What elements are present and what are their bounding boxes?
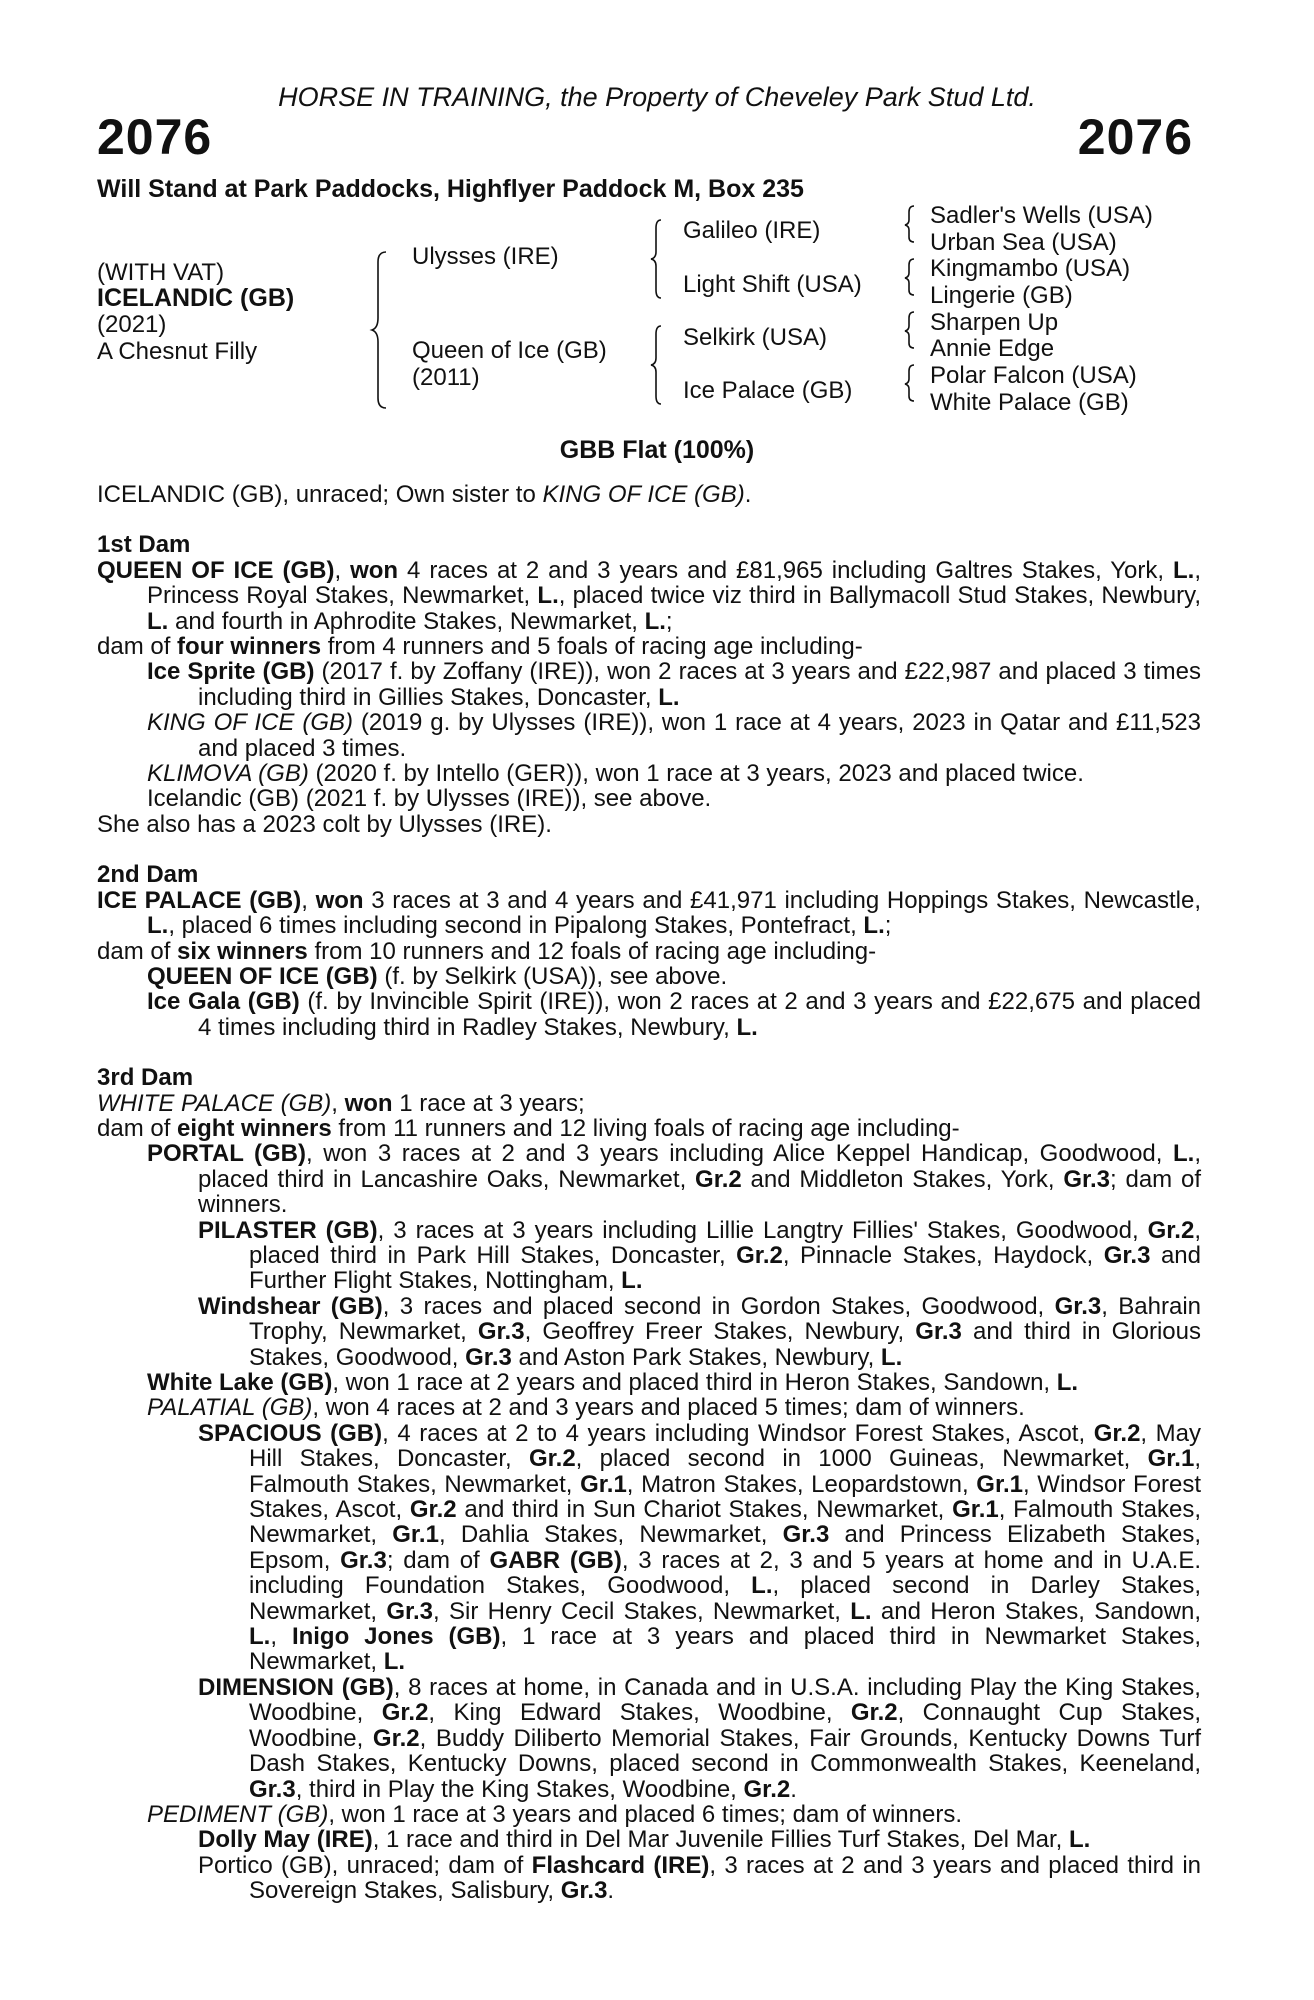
dam1-name: QUEEN OF ICE (GB): [97, 556, 335, 584]
dss-name: Sharpen Up: [930, 309, 1059, 336]
produce-name: Windshear (GB): [198, 1292, 383, 1320]
dam3-name: WHITE PALACE (GB): [97, 1089, 332, 1117]
grade: Gr.2: [372, 1724, 420, 1752]
t: (f. by Selkirk (USA)), see above.: [377, 962, 728, 990]
sss-name: Sadler's Wells (USA): [930, 202, 1153, 229]
grade: Gr.1: [392, 1521, 439, 1549]
dam2-record: [97, 888, 1201, 939]
t: , Matron Stakes, Leopardstown,: [626, 1470, 977, 1498]
stand-location: Will Stand at Park Paddocks, Highflyer Paddock M, Box 235: [97, 175, 804, 203]
t: , 1 race and third in Del Mar Juvenile Fillies Turf Stakes, Del Mar,: [372, 1826, 1069, 1854]
t: , placed second in 1000 Guineas, Newmarket,: [575, 1445, 1148, 1473]
t: , 3 races at 2, 3 and 5 years at home and in U.A.E. including Foundation Stakes, Goodwood,: [249, 1546, 1201, 1600]
t: 3 races at 3 and 4 years and £41,971 including Hoppings Stakes, Newcastle,: [363, 886, 1202, 914]
grade: L.: [1173, 556, 1195, 584]
won-label: won: [344, 1089, 393, 1117]
produce-portal: [97, 1141, 1201, 1217]
produce-name: KLIMOVA (GB): [147, 760, 309, 788]
t: and Aston Park Stakes, Newbury,: [511, 1343, 881, 1371]
t: , 3 races and placed second in Gordon Stakes, Goodwood,: [382, 1292, 1055, 1320]
grade: L.: [147, 912, 169, 940]
dam1-heading: 1st Dam: [97, 531, 191, 559]
grade: L.: [1068, 1826, 1091, 1854]
t: from 4 runners and 5 foals of racing age including-: [321, 633, 863, 661]
t: (2019 g. by Ulysses (IRE)), won 1 race at 4 years, 2023 in Qatar and £11,523 and placed 3 times.: [198, 709, 1201, 762]
sdd-name: Lingerie (GB): [930, 282, 1073, 309]
grade: Gr.2: [528, 1445, 576, 1473]
t: , Buddy Diliberto Memorial Stakes, Fair Grounds, Kentucky Downs Turf Dash Stakes, Kentucky Downs, placed second in Commonwealth Stakes, Keeneland,: [249, 1724, 1201, 1778]
t: , Falmouth Stakes, Newmarket,: [249, 1496, 1201, 1549]
grade: Gr.3: [915, 1318, 962, 1346]
t: (f. by Invincible Spirit (IRE)), won 2 races at 2 and 3 years and £22,675 and placed 4 times including third in Radley Stakes, Newbury,: [198, 988, 1202, 1041]
dam-dam-name: Ice Palace (GB): [683, 377, 853, 404]
grade: L.: [880, 1343, 903, 1371]
horse-year: (2021): [97, 311, 167, 338]
won-label: won: [315, 886, 364, 914]
produce-spacious: [97, 1421, 1201, 1675]
grade: Gr.1: [580, 1470, 627, 1498]
grade: Gr.2: [1147, 1216, 1195, 1244]
grade: Gr.2: [1093, 1419, 1141, 1447]
grade: L.: [1173, 1140, 1195, 1168]
t: , Windsor Forest Stakes, Ascot,: [249, 1470, 1202, 1524]
horse-name: ICELANDIC (GB): [97, 284, 295, 312]
t: and fourth in Aphrodite Stakes, Newmarket,: [168, 607, 645, 635]
dam3-record: [97, 1091, 1201, 1116]
t: and third in Sun Chariot Stakes, Newmarket,: [456, 1496, 953, 1524]
grade: Gr.1: [952, 1496, 999, 1524]
pedigree-bracket-3a: [905, 204, 917, 244]
produce-name: DIMENSION (GB): [198, 1673, 394, 1701]
dam1-note: She also has a 2023 colt by Ulysses (IRE).: [97, 810, 552, 838]
grade: Gr.2: [409, 1496, 457, 1524]
produce-name: Ice Gala (GB): [147, 988, 300, 1016]
grade: Gr.2: [736, 1241, 783, 1269]
t: , Princess Royal Stakes, Newmarket,: [147, 556, 1201, 610]
produce-name: Ice Sprite (GB): [147, 658, 315, 686]
t: , King Edward Stakes, Woodbine,: [428, 1699, 851, 1727]
dam-year: (2011): [412, 364, 480, 391]
grade: L.: [537, 582, 559, 610]
t: , 3 races at 2 and 3 years and placed third in Sovereign Stakes, Salisbury,: [249, 1851, 1202, 1905]
horse-description: A Chesnut Filly: [97, 338, 258, 365]
dam2-name: ICE PALACE (GB): [97, 886, 302, 914]
dam3-heading: 3rd Dam: [97, 1064, 194, 1092]
produce-name: PEDIMENT (GB): [147, 1800, 329, 1828]
produce-pilaster: [97, 1218, 1201, 1294]
grade: Gr.1: [976, 1470, 1023, 1498]
produce-name: PORTAL (GB): [147, 1140, 306, 1168]
t: , Sir Henry Cecil Stakes, Newmarket,: [433, 1597, 851, 1625]
summary-line: [97, 482, 1201, 507]
t: , Bahrain Trophy, Newmarket,: [249, 1292, 1202, 1346]
grade: L.: [658, 683, 680, 711]
t: , placed second in Darley Stakes, Newmarket,: [249, 1572, 1201, 1625]
t: 4 races at 2 and 3 years and £81,965 including Galtres Stakes, York,: [398, 556, 1173, 584]
t: and Further Flight Stakes, Nottingham,: [249, 1241, 1201, 1295]
produce-dimension: [97, 1675, 1201, 1802]
t: Portico (GB), unraced; dam of: [198, 1851, 532, 1879]
t: and Middleton Stakes, York,: [741, 1165, 1064, 1193]
pedigree-bracket-sire: [651, 218, 665, 300]
t: and third in Glorious Stakes, Goodwood,: [249, 1318, 1201, 1371]
pedigree-bracket-3b: [905, 257, 917, 297]
lot-number-right: 2076: [1077, 109, 1193, 165]
t: , 1 race at 3 years and placed third in Newmarket Stakes, Newmarket,: [249, 1623, 1201, 1676]
t: , placed third in Park Hill Stakes, Doncaster,: [249, 1216, 1201, 1269]
ssd-name: Urban Sea (USA): [930, 229, 1117, 256]
t: , won 1 race at 3 years and placed 6 times; dam of winners.: [328, 1800, 962, 1828]
catalogue-body: [97, 482, 1201, 1904]
grade: L.: [644, 607, 666, 635]
grade: Gr.3: [1063, 1165, 1111, 1193]
pedigree-bracket-3c: [905, 310, 917, 350]
grade: L.: [249, 1623, 271, 1651]
grade: Gr.2: [695, 1165, 742, 1193]
summary-sibling: KING OF ICE (GB): [542, 481, 745, 508]
winners-count: four winners: [177, 633, 322, 661]
grade: L.: [147, 607, 169, 635]
t: , May Hill Stakes, Doncaster,: [249, 1419, 1201, 1473]
t: ; dam of winners.: [198, 1165, 1201, 1219]
produce-name: KING OF ICE (GB): [147, 709, 353, 737]
t: from 11 runners and 12 living foals of racing age including-: [331, 1114, 960, 1142]
t: and Princess Elizabeth Stakes, Epsom,: [249, 1521, 1201, 1574]
produce-name: QUEEN OF ICE (GB): [147, 962, 378, 990]
grade: Gr.3: [465, 1343, 512, 1371]
t: , Falmouth Stakes, Newmarket,: [249, 1445, 1201, 1498]
grade: Gr.1: [1147, 1445, 1195, 1473]
produce-name: Inigo Jones (GB): [291, 1623, 501, 1651]
grade: Gr.3: [560, 1877, 608, 1905]
produce-name: White Lake (GB): [147, 1369, 333, 1396]
grade: Gr.3: [1103, 1241, 1151, 1269]
grade: L.: [736, 1013, 758, 1041]
grade: L.: [383, 1648, 406, 1676]
sire-name: Ulysses (IRE): [412, 243, 559, 270]
produce-name: SPACIOUS (GB): [198, 1419, 383, 1447]
grade: L.: [863, 912, 885, 940]
t: , Pinnacle Stakes, Haydock,: [782, 1241, 1104, 1269]
t: ,: [331, 1089, 345, 1117]
dam3-produce-summary: [97, 1116, 1201, 1141]
winners-count: six winners: [177, 937, 308, 965]
dam-sire-name: Selkirk (USA): [683, 324, 828, 351]
t: dam of: [97, 633, 178, 661]
produce-windshear: [97, 1294, 1201, 1370]
grade: L.: [751, 1572, 773, 1600]
dam1-produce-summary: [97, 634, 1201, 659]
pedigree-bracket-dam: [651, 324, 665, 406]
summary-text: ICELANDIC (GB), unraced; Own sister to: [97, 481, 543, 508]
grade: Gr.2: [381, 1699, 429, 1727]
grade: Gr.3: [386, 1597, 434, 1625]
grade: Gr.3: [477, 1318, 525, 1346]
t: , Connaught Cup Stakes, Woodbine,: [249, 1699, 1201, 1752]
ddd-name: White Palace (GB): [930, 389, 1129, 416]
grade: L.: [621, 1267, 643, 1295]
grade: L.: [850, 1597, 872, 1625]
grade: L.: [1056, 1369, 1079, 1396]
t: ; dam of: [386, 1546, 490, 1574]
t: dam of: [97, 937, 178, 965]
t: .: [607, 1877, 615, 1905]
produce-palatial: [97, 1395, 1201, 1420]
dam1-record: [97, 558, 1201, 634]
dds-name: Polar Falcon (USA): [930, 362, 1137, 389]
produce-pediment: [97, 1802, 1201, 1827]
pedigree-bracket-main: [372, 250, 392, 410]
t: , 3 races at 3 years including Lillie Langtry Fillies' Stakes, Goodwood,: [377, 1216, 1148, 1244]
produce-name: PALATIAL (GB): [147, 1394, 313, 1422]
winners-count: eight winners: [177, 1114, 332, 1142]
t: , won 3 races at 2 and 3 years including Alice Keppel Handicap, Goodwood,: [306, 1140, 1173, 1168]
t: dam of: [97, 1114, 178, 1142]
dam2-heading: 2nd Dam: [97, 861, 199, 889]
t: , placed 6 times including second in Pipalong Stakes, Pontefract,: [168, 912, 864, 940]
t: ;: [884, 912, 892, 940]
t: ,: [334, 556, 351, 584]
sds-name: Kingmambo (USA): [930, 255, 1131, 282]
produce-name: PILASTER (GB): [198, 1216, 378, 1244]
sire-dam-name: Light Shift (USA): [683, 271, 862, 298]
t: , 8 races at home, in Canada and in U.S.A. including Play the King Stakes, Woodbine,: [249, 1673, 1201, 1727]
dam2-produce-summary: [97, 939, 1201, 964]
dam1-produce-4: Icelandic (GB) (2021 f. by Ulysses (IRE)), see above.: [147, 785, 712, 813]
dam2-produce-2: [97, 989, 1201, 1040]
dam1-produce-2: [97, 710, 1201, 761]
t: 1 race at 3 years;: [392, 1089, 585, 1117]
produce-name: Dolly May (IRE): [198, 1826, 373, 1854]
produce-white-lake: [97, 1370, 1201, 1395]
grade: Gr.3: [249, 1775, 296, 1803]
pedigree-bracket-3d: [905, 363, 917, 403]
t: , Dahlia Stakes, Newmarket,: [438, 1521, 783, 1549]
dam-name: Queen of Ice (GB): [412, 337, 607, 364]
t: , Geoffrey Freer Stakes, Newbury,: [524, 1318, 916, 1346]
t: (2017 f. by Zoffany (IRE)), won 2 races at 3 years and £22,987 and placed 3 times including third in Gillies Stakes, Doncaster,: [198, 658, 1201, 711]
grade: Gr.3: [782, 1521, 830, 1549]
t: and Heron Stakes, Sandown,: [871, 1597, 1201, 1625]
t: , third in Play the King Stakes, Woodbine,: [295, 1775, 744, 1803]
t: , placed twice viz third in Ballymacoll Stud Stakes, Newbury,: [558, 582, 1201, 610]
dam1-produce-1: [97, 659, 1201, 710]
dsd-name: Annie Edge: [930, 335, 1055, 362]
t: , 4 races at 2 to 4 years including Windsor Forest Stakes, Ascot,: [382, 1419, 1094, 1447]
produce-name: Flashcard (IRE): [531, 1851, 710, 1879]
sire-sire-name: Galileo (IRE): [683, 217, 821, 244]
grade: Gr.2: [743, 1775, 791, 1803]
t: ,: [301, 886, 316, 914]
grade: Gr.2: [850, 1699, 898, 1727]
t: , won 1 race at 2 years and placed third in Heron Stakes, Sandown,: [332, 1369, 1057, 1396]
page-header-title: HORSE IN TRAINING, the Property of Cheveley Park Stud Ltd.: [278, 82, 1036, 112]
t: ,: [270, 1623, 292, 1651]
rating: GBB Flat (100%): [559, 436, 755, 464]
t: (2020 f. by Intello (GER)), won 1 race at 3 years, 2023 and placed twice.: [308, 760, 1084, 788]
produce-dolly-may: [97, 1827, 1201, 1852]
t: , won 4 races at 2 and 3 years and placed 5 times; dam of winners.: [312, 1394, 1025, 1422]
summary-end: .: [744, 481, 752, 508]
lot-number-left: 2076: [97, 109, 213, 165]
produce-portico: [97, 1853, 1201, 1904]
dam1-produce-3: [97, 761, 1201, 786]
dam2-produce-1: [97, 964, 1201, 989]
grade: Gr.3: [340, 1546, 387, 1574]
t: ;: [665, 607, 673, 635]
vat-note: (WITH VAT): [97, 259, 225, 286]
won-label: won: [350, 556, 399, 584]
t: .: [790, 1775, 797, 1803]
produce-name: GABR (GB): [489, 1546, 622, 1574]
t: from 10 runners and 12 foals of racing age including-: [307, 937, 877, 965]
t: , placed third in Lancashire Oaks, Newmarket,: [198, 1140, 1201, 1193]
grade: Gr.3: [1054, 1292, 1102, 1320]
